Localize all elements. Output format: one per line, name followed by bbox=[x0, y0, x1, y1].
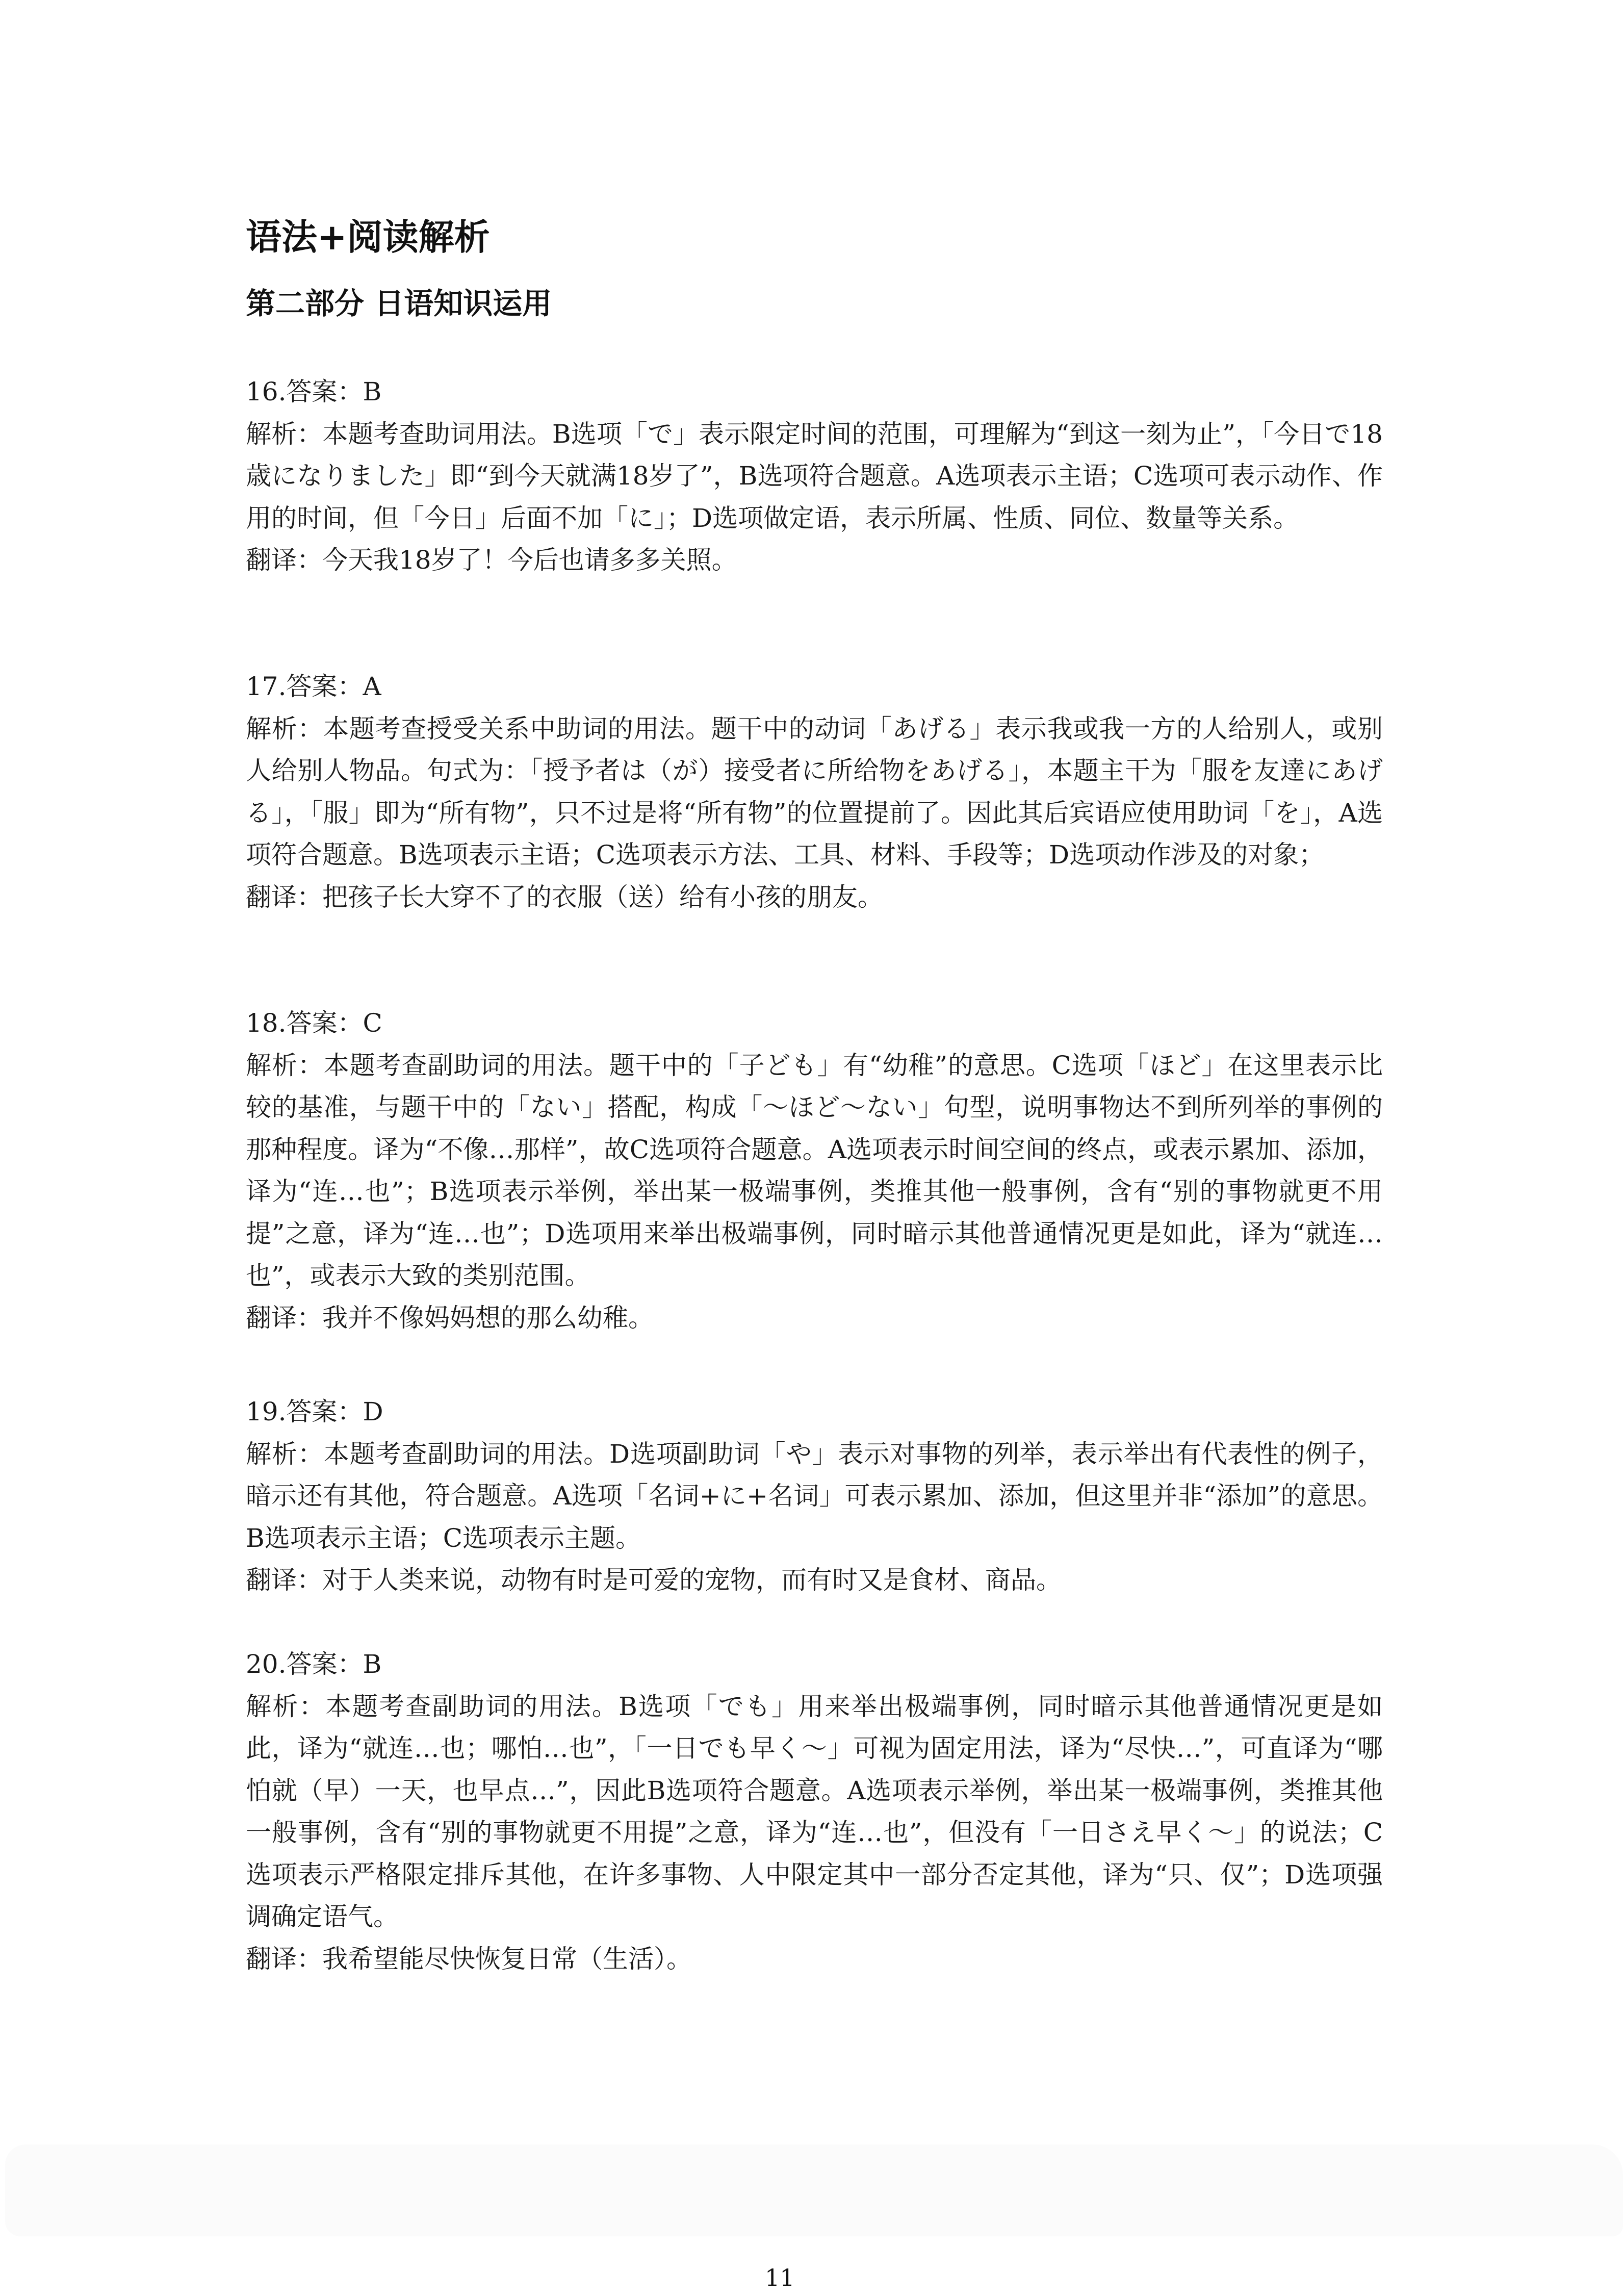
answer-label: 17.答案：A bbox=[246, 672, 381, 701]
scan-smudge bbox=[5, 2145, 1623, 2236]
question-19-block bbox=[246, 1391, 1383, 1601]
analysis-text: 解析：本题考查副助词的用法。D选项副助词「や」表示对事物的列举，表示举出有代表性的例子，暗示还有其他，符合题意。A选项「名词+に+名词」可表示累加、添加，但这里并非“添加”的意思。B选项表示主语；C选项表示主题。 bbox=[246, 1439, 1383, 1553]
translation-text: 翻译：今天我18岁了！今后也请多多关照。 bbox=[246, 545, 737, 575]
analysis-text: 解析：本题考查授受关系中助词的用法。题干中的动词「あげる」表示我或我一方的人给别人，或别人给别人物品。句式为：「授予者は（が）接受者に所给物をあげる」，本题主干为「服を友達にあげる」，「服」即为“所有物”，只不过是将“所有物”的位置提前了。因此其后宾语应使用助词「を」，A选项符合题意。B选项表示主语；C选项表示方法、工具、材料、手段等；D选项动作涉及的对象； bbox=[246, 713, 1383, 870]
page-title: 语法+阅读解析 bbox=[246, 216, 490, 258]
question-16-block bbox=[246, 371, 1383, 581]
analysis-text: 解析：本题考查助词用法。B选项「で」表示限定时间的范围，可理解为“到这一刻为止”，「今日で18歳になりました」即“到今天就满18岁了”，B选项符合题意。A选项表示主语；C选项可表示动作、作用的时间，但「今日」后面不加「に」；D选项做定语，表示所属、性质、同位、数量等关系。 bbox=[246, 419, 1383, 533]
answer-label: 19.答案：D bbox=[246, 1397, 383, 1426]
translation-text: 翻译：我希望能尽快恢复日常（生活）。 bbox=[246, 1944, 692, 1974]
analysis-text: 解析：本题考查副助词的用法。B选项「でも」用来举出极端事例，同时暗示其他普通情况更是如此，译为“就连…也；哪怕…也”，「一日でも早く～」可视为固定用法，译为“尽快…”，可直译为“哪怕就（早）一天，也早点…”，因此B选项符合题意。A选项表示举例，举出某一极端事例，类推其他一般事例，含有“别的事物就更不用提”之意，译为“连…也”，但没有「一日さえ早く～」的说法；C选项表示严格限定排斥其他，在许多事物、人中限定其中一部分否定其他，译为“只、仅”；D选项强调确定语气。 bbox=[246, 1691, 1383, 1931]
translation-text: 翻译：对于人类来说，动物有时是可爱的宠物，而有时又是食材、商品。 bbox=[246, 1565, 1062, 1595]
answer-label: 18.答案：C bbox=[246, 1008, 382, 1038]
translation-text: 翻译：把孩子长大穿不了的衣服（送）给有小孩的朋友。 bbox=[246, 882, 883, 912]
question-18-block bbox=[246, 1002, 1383, 1339]
page-number: 11 bbox=[765, 2264, 795, 2291]
answer-label: 20.答案：B bbox=[246, 1649, 382, 1679]
question-20-block bbox=[246, 1643, 1383, 1980]
analysis-text: 解析：本题考查副助词的用法。题干中的「子ども」有“幼稚”的意思。C选项「ほど」在这里表示比较的基准，与题干中的「ない」搭配，构成「～ほど～ない」句型，说明事物达不到所列举的事例的那种程度。译为“不像…那样”，故C选项符合题意。A选项表示时间空间的终点，或表示累加、添加，译为“连…也”；B选项表示举例，举出某一极端事例，类推其他一般事例，含有“别的事物就更不用提”之意，译为“连…也”；D选项用来举出极端事例，同时暗示其他普通情况更是如此，译为“就连…也”，或表示大致的类别范围。 bbox=[246, 1050, 1383, 1290]
section-subtitle: 第二部分 日语知识运用 bbox=[246, 286, 552, 321]
answer-label: 16.答案：B bbox=[246, 377, 382, 406]
question-17-block bbox=[246, 666, 1383, 918]
translation-text: 翻译：我并不像妈妈想的那么幼稚。 bbox=[246, 1303, 654, 1333]
